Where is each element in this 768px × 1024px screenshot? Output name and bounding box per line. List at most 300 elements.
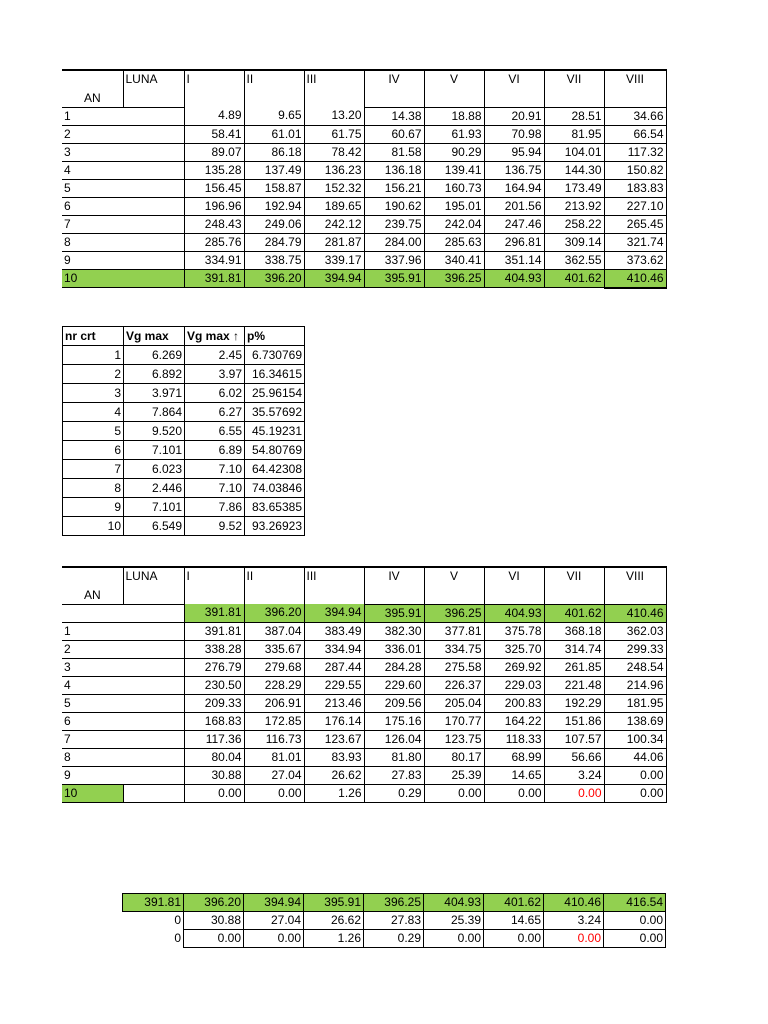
value-cell: 362.55 bbox=[544, 251, 604, 269]
value-cell: 284.28 bbox=[364, 658, 424, 676]
value-cell: 213.46 bbox=[304, 694, 364, 712]
blank-cell bbox=[123, 251, 184, 269]
data-row bbox=[123, 930, 666, 948]
value-cell: 86.18 bbox=[244, 143, 304, 161]
value-cell: 3 bbox=[63, 384, 124, 403]
value-cell: 314.74 bbox=[544, 640, 604, 658]
month-header: VIII bbox=[604, 70, 666, 107]
value-cell: 337.96 bbox=[364, 251, 424, 269]
value-cell: 0.00 bbox=[604, 912, 666, 930]
value-cell: 61.75 bbox=[304, 125, 364, 143]
an-header: AN bbox=[62, 70, 123, 107]
data-row bbox=[62, 622, 666, 640]
value-cell: 261.85 bbox=[544, 658, 604, 676]
value-cell: 81.95 bbox=[544, 125, 604, 143]
value-cell: 334.94 bbox=[304, 640, 364, 658]
value-cell: 80.17 bbox=[424, 748, 484, 766]
blank-cell bbox=[123, 712, 184, 730]
value-cell: 7.101 bbox=[124, 498, 185, 517]
value-cell: 382.30 bbox=[364, 622, 424, 640]
value-cell: 6.730769 bbox=[245, 346, 305, 365]
month-header: III bbox=[304, 70, 364, 107]
blank-cell bbox=[123, 215, 184, 233]
year-cell: 1 bbox=[62, 107, 123, 125]
value-cell: 54.80769 bbox=[245, 441, 305, 460]
value-cell: 265.45 bbox=[604, 215, 666, 233]
value-cell: 0.00 bbox=[604, 930, 666, 948]
data-row bbox=[62, 712, 666, 730]
value-cell: 396.25 bbox=[364, 894, 424, 912]
data-row bbox=[62, 640, 666, 658]
value-cell: 58.41 bbox=[184, 125, 244, 143]
value-cell: 104.01 bbox=[544, 143, 604, 161]
value-cell: 205.04 bbox=[424, 694, 484, 712]
value-cell: 248.54 bbox=[604, 658, 666, 676]
value-cell: 0.00 bbox=[184, 930, 244, 948]
data-row bbox=[63, 403, 305, 422]
value-cell: 287.44 bbox=[304, 658, 364, 676]
value-cell: 201.56 bbox=[484, 197, 544, 215]
value-cell: 30.88 bbox=[184, 912, 244, 930]
value-cell: 339.17 bbox=[304, 251, 364, 269]
blank-cell bbox=[123, 694, 184, 712]
value-cell: 377.81 bbox=[424, 622, 484, 640]
month-header: II bbox=[244, 567, 304, 604]
blank-cell bbox=[123, 604, 184, 622]
value-cell: 6 bbox=[63, 441, 124, 460]
value-cell: 123.75 bbox=[424, 730, 484, 748]
value-cell: 160.73 bbox=[424, 179, 484, 197]
total-row bbox=[62, 604, 666, 622]
value-cell: 66.54 bbox=[604, 125, 666, 143]
header-row bbox=[62, 70, 666, 107]
luna-header: LUNA bbox=[123, 70, 184, 107]
value-cell: 93.26923 bbox=[245, 517, 305, 536]
blank-cell bbox=[123, 730, 184, 748]
value-cell: 156.21 bbox=[364, 179, 424, 197]
data-row bbox=[62, 269, 666, 288]
value-cell: 189.65 bbox=[304, 197, 364, 215]
value-cell: 221.48 bbox=[544, 676, 604, 694]
value-cell: 200.83 bbox=[484, 694, 544, 712]
value-cell: 281.87 bbox=[304, 233, 364, 251]
value-cell: 6.269 bbox=[124, 346, 185, 365]
value-cell: 8 bbox=[63, 479, 124, 498]
header-row bbox=[62, 567, 666, 604]
value-cell: 0.00 bbox=[604, 784, 666, 802]
value-cell: 7.10 bbox=[185, 460, 245, 479]
value-cell: 284.79 bbox=[244, 233, 304, 251]
total-cell: 396.25 bbox=[424, 604, 484, 622]
value-cell: 2.446 bbox=[124, 479, 185, 498]
value-cell: 16.34615 bbox=[245, 365, 305, 384]
value-cell: 6.27 bbox=[185, 403, 245, 422]
value-cell: 309.14 bbox=[544, 233, 604, 251]
value-cell: 158.87 bbox=[244, 179, 304, 197]
total-cell: 410.46 bbox=[604, 604, 666, 622]
value-cell: 391.81 bbox=[184, 622, 244, 640]
data-row bbox=[62, 233, 666, 251]
value-cell: 195.01 bbox=[424, 197, 484, 215]
value-cell: 18.88 bbox=[424, 107, 484, 125]
value-cell: 83.93 bbox=[304, 748, 364, 766]
data-row bbox=[63, 479, 305, 498]
value-cell: 0.00 bbox=[544, 784, 604, 802]
column-header: Vg max ↑ bbox=[185, 327, 245, 346]
value-cell: 0 bbox=[123, 912, 184, 930]
value-cell: 229.03 bbox=[484, 676, 544, 694]
monthly-cumulative-table bbox=[62, 69, 667, 289]
value-cell: 30.88 bbox=[184, 766, 244, 784]
value-cell: 362.03 bbox=[604, 622, 666, 640]
year-cell: 9 bbox=[62, 766, 123, 784]
value-cell: 0.00 bbox=[244, 930, 304, 948]
value-cell: 0.00 bbox=[484, 784, 544, 802]
value-cell: 28.51 bbox=[544, 107, 604, 125]
value-cell: 78.42 bbox=[304, 143, 364, 161]
data-row bbox=[62, 658, 666, 676]
value-cell: 3.971 bbox=[124, 384, 185, 403]
value-cell: 64.42308 bbox=[245, 460, 305, 479]
value-cell: 25.96154 bbox=[245, 384, 305, 403]
month-header: I bbox=[184, 70, 244, 107]
month-header: IV bbox=[364, 70, 424, 107]
year-cell: 2 bbox=[62, 125, 123, 143]
value-cell: 196.96 bbox=[184, 197, 244, 215]
value-cell: 209.56 bbox=[364, 694, 424, 712]
value-cell: 1.26 bbox=[304, 784, 364, 802]
data-row bbox=[62, 125, 666, 143]
value-cell: 181.95 bbox=[604, 694, 666, 712]
data-row bbox=[63, 441, 305, 460]
value-cell: 14.38 bbox=[364, 107, 424, 125]
blank-cell bbox=[123, 766, 184, 784]
blank-cell bbox=[62, 604, 123, 622]
data-row bbox=[62, 748, 666, 766]
value-cell: 368.18 bbox=[544, 622, 604, 640]
value-cell: 396.20 bbox=[244, 269, 304, 288]
blank-cell bbox=[123, 269, 184, 288]
value-cell: 164.94 bbox=[484, 179, 544, 197]
value-cell: 151.86 bbox=[544, 712, 604, 730]
value-cell: 7.10 bbox=[185, 479, 245, 498]
value-cell: 0.29 bbox=[364, 930, 424, 948]
value-cell: 10 bbox=[63, 517, 124, 536]
data-row bbox=[63, 422, 305, 441]
blank-cell bbox=[123, 658, 184, 676]
blank-cell bbox=[123, 640, 184, 658]
blank-cell bbox=[123, 748, 184, 766]
header-row bbox=[63, 327, 305, 346]
value-cell: 56.66 bbox=[544, 748, 604, 766]
value-cell: 13.20 bbox=[304, 107, 364, 125]
total-cell: 404.93 bbox=[484, 604, 544, 622]
value-cell: 276.79 bbox=[184, 658, 244, 676]
value-cell: 44.06 bbox=[604, 748, 666, 766]
value-cell: 0.00 bbox=[484, 930, 544, 948]
data-row bbox=[62, 766, 666, 784]
value-cell: 410.46 bbox=[544, 894, 604, 912]
value-cell: 209.33 bbox=[184, 694, 244, 712]
value-cell: 394.94 bbox=[304, 269, 364, 288]
blank-cell bbox=[123, 676, 184, 694]
value-cell: 335.67 bbox=[244, 640, 304, 658]
value-cell: 7.864 bbox=[124, 403, 185, 422]
value-cell: 351.14 bbox=[484, 251, 544, 269]
year-cell: 4 bbox=[62, 676, 123, 694]
value-cell: 190.62 bbox=[364, 197, 424, 215]
year-cell: 4 bbox=[62, 161, 123, 179]
value-cell: 176.14 bbox=[304, 712, 364, 730]
value-cell: 395.91 bbox=[364, 269, 424, 288]
value-cell: 269.92 bbox=[484, 658, 544, 676]
value-cell: 3.24 bbox=[544, 766, 604, 784]
value-cell: 4 bbox=[63, 403, 124, 422]
value-cell: 5 bbox=[63, 422, 124, 441]
total-cell: 396.20 bbox=[244, 604, 304, 622]
column-header: nr crt bbox=[63, 327, 124, 346]
value-cell: 14.65 bbox=[484, 766, 544, 784]
value-cell: 74.03846 bbox=[245, 479, 305, 498]
value-cell: 401.62 bbox=[484, 894, 544, 912]
year-cell: 1 bbox=[62, 622, 123, 640]
value-cell: 172.85 bbox=[244, 712, 304, 730]
value-cell: 9.520 bbox=[124, 422, 185, 441]
value-cell: 1 bbox=[63, 346, 124, 365]
value-cell: 61.01 bbox=[244, 125, 304, 143]
blank-cell bbox=[123, 107, 184, 125]
value-cell: 279.68 bbox=[244, 658, 304, 676]
value-cell: 20.91 bbox=[484, 107, 544, 125]
value-cell: 123.67 bbox=[304, 730, 364, 748]
month-header: III bbox=[304, 567, 364, 604]
value-cell: 226.37 bbox=[424, 676, 484, 694]
value-cell: 0.00 bbox=[244, 784, 304, 802]
value-cell: 27.83 bbox=[364, 912, 424, 930]
data-row bbox=[62, 197, 666, 215]
value-cell: 325.70 bbox=[484, 640, 544, 658]
value-cell: 387.04 bbox=[244, 622, 304, 640]
value-cell: 4.89 bbox=[184, 107, 244, 125]
data-row bbox=[63, 460, 305, 479]
year-cell: 10 bbox=[62, 269, 123, 288]
value-cell: 81.58 bbox=[364, 143, 424, 161]
value-cell: 45.19231 bbox=[245, 422, 305, 441]
value-cell: 9.65 bbox=[244, 107, 304, 125]
value-cell: 26.62 bbox=[304, 766, 364, 784]
value-cell: 416.54 bbox=[604, 894, 666, 912]
value-cell: 285.63 bbox=[424, 233, 484, 251]
value-cell: 1.26 bbox=[304, 930, 364, 948]
month-header: V bbox=[424, 70, 484, 107]
value-cell: 9 bbox=[63, 498, 124, 517]
value-cell: 83.65385 bbox=[245, 498, 305, 517]
value-cell: 248.43 bbox=[184, 215, 244, 233]
value-cell: 242.04 bbox=[424, 215, 484, 233]
value-cell: 401.62 bbox=[544, 269, 604, 288]
blank-cell bbox=[123, 784, 184, 802]
value-cell: 183.83 bbox=[604, 179, 666, 197]
value-cell: 375.78 bbox=[484, 622, 544, 640]
value-cell: 150.82 bbox=[604, 161, 666, 179]
value-cell: 2 bbox=[63, 365, 124, 384]
value-cell: 60.67 bbox=[364, 125, 424, 143]
year-cell: 9 bbox=[62, 251, 123, 269]
value-cell: 27.04 bbox=[244, 912, 304, 930]
value-cell: 230.50 bbox=[184, 676, 244, 694]
data-row bbox=[62, 161, 666, 179]
value-cell: 26.62 bbox=[304, 912, 364, 930]
data-row bbox=[123, 912, 666, 930]
value-cell: 136.18 bbox=[364, 161, 424, 179]
value-cell: 164.22 bbox=[484, 712, 544, 730]
value-cell: 285.76 bbox=[184, 233, 244, 251]
data-row bbox=[62, 730, 666, 748]
an-header: AN bbox=[62, 567, 123, 604]
value-cell: 136.75 bbox=[484, 161, 544, 179]
vg-max-table bbox=[62, 326, 305, 536]
value-cell: 0 bbox=[123, 930, 184, 948]
value-cell: 6.549 bbox=[124, 517, 185, 536]
value-cell: 242.12 bbox=[304, 215, 364, 233]
value-cell: 206.91 bbox=[244, 694, 304, 712]
value-cell: 95.94 bbox=[484, 143, 544, 161]
data-row bbox=[62, 694, 666, 712]
data-row bbox=[62, 676, 666, 694]
blank-cell bbox=[123, 161, 184, 179]
value-cell: 192.94 bbox=[244, 197, 304, 215]
total-cell: 401.62 bbox=[544, 604, 604, 622]
data-row bbox=[63, 384, 305, 403]
value-cell: 192.29 bbox=[544, 694, 604, 712]
value-cell: 0.00 bbox=[424, 930, 484, 948]
value-cell: 214.96 bbox=[604, 676, 666, 694]
value-cell: 138.69 bbox=[604, 712, 666, 730]
value-cell: 296.81 bbox=[484, 233, 544, 251]
month-header: VI bbox=[484, 567, 544, 604]
month-header: VI bbox=[484, 70, 544, 107]
value-cell: 396.20 bbox=[184, 894, 244, 912]
year-cell: 2 bbox=[62, 640, 123, 658]
monthly-remaining-table bbox=[62, 566, 667, 803]
month-header: I bbox=[184, 567, 244, 604]
value-cell: 6.89 bbox=[185, 441, 245, 460]
value-cell: 100.34 bbox=[604, 730, 666, 748]
data-row bbox=[62, 107, 666, 125]
month-header: II bbox=[244, 70, 304, 107]
value-cell: 81.80 bbox=[364, 748, 424, 766]
data-row bbox=[63, 517, 305, 536]
value-cell: 391.81 bbox=[184, 269, 244, 288]
value-cell: 0.29 bbox=[364, 784, 424, 802]
column-header: Vg max bbox=[124, 327, 185, 346]
value-cell: 139.41 bbox=[424, 161, 484, 179]
value-cell: 9.52 bbox=[185, 517, 245, 536]
total-cell: 394.94 bbox=[304, 604, 364, 622]
value-cell: 137.49 bbox=[244, 161, 304, 179]
value-cell: 228.29 bbox=[244, 676, 304, 694]
value-cell: 116.73 bbox=[244, 730, 304, 748]
value-cell: 394.94 bbox=[244, 894, 304, 912]
value-cell: 7 bbox=[63, 460, 124, 479]
value-cell: 6.55 bbox=[185, 422, 245, 441]
year-cell: 8 bbox=[62, 233, 123, 251]
value-cell: 299.33 bbox=[604, 640, 666, 658]
value-cell: 156.45 bbox=[184, 179, 244, 197]
value-cell: 404.93 bbox=[484, 269, 544, 288]
value-cell: 395.91 bbox=[304, 894, 364, 912]
value-cell: 118.33 bbox=[484, 730, 544, 748]
value-cell: 0.00 bbox=[184, 784, 244, 802]
value-cell: 334.75 bbox=[424, 640, 484, 658]
value-cell: 213.92 bbox=[544, 197, 604, 215]
value-cell: 14.65 bbox=[484, 912, 544, 930]
blank-cell bbox=[123, 179, 184, 197]
value-cell: 239.75 bbox=[364, 215, 424, 233]
year-cell: 6 bbox=[62, 712, 123, 730]
value-cell: 229.55 bbox=[304, 676, 364, 694]
data-row bbox=[63, 365, 305, 384]
value-cell: 152.32 bbox=[304, 179, 364, 197]
value-cell: 25.39 bbox=[424, 766, 484, 784]
data-row bbox=[62, 784, 666, 802]
value-cell: 135.28 bbox=[184, 161, 244, 179]
value-cell: 0.00 bbox=[424, 784, 484, 802]
value-cell: 89.07 bbox=[184, 143, 244, 161]
value-cell: 249.06 bbox=[244, 215, 304, 233]
data-row bbox=[62, 215, 666, 233]
value-cell: 284.00 bbox=[364, 233, 424, 251]
value-cell: 168.83 bbox=[184, 712, 244, 730]
blank-cell bbox=[123, 143, 184, 161]
value-cell: 117.36 bbox=[184, 730, 244, 748]
value-cell: 3.24 bbox=[544, 912, 604, 930]
blank-cell bbox=[123, 197, 184, 215]
value-cell: 229.60 bbox=[364, 676, 424, 694]
value-cell: 373.62 bbox=[604, 251, 666, 269]
value-cell: 404.93 bbox=[424, 894, 484, 912]
total-cell: 395.91 bbox=[364, 604, 424, 622]
value-cell: 27.04 bbox=[244, 766, 304, 784]
month-header: V bbox=[424, 567, 484, 604]
value-cell: 144.30 bbox=[544, 161, 604, 179]
value-cell: 175.16 bbox=[364, 712, 424, 730]
value-cell: 68.99 bbox=[484, 748, 544, 766]
value-cell: 258.22 bbox=[544, 215, 604, 233]
value-cell: 35.57692 bbox=[245, 403, 305, 422]
value-cell: 173.49 bbox=[544, 179, 604, 197]
value-cell: 80.04 bbox=[184, 748, 244, 766]
value-cell: 391.81 bbox=[123, 894, 184, 912]
value-cell: 334.91 bbox=[184, 251, 244, 269]
value-cell: 275.58 bbox=[424, 658, 484, 676]
value-cell: 117.32 bbox=[604, 143, 666, 161]
value-cell: 3.97 bbox=[185, 365, 245, 384]
value-cell: 247.46 bbox=[484, 215, 544, 233]
value-cell: 126.04 bbox=[364, 730, 424, 748]
month-header: VII bbox=[544, 70, 604, 107]
month-header: VIII bbox=[604, 567, 666, 604]
value-cell: 7.101 bbox=[124, 441, 185, 460]
data-row bbox=[62, 179, 666, 197]
blank-cell bbox=[123, 622, 184, 640]
data-row bbox=[123, 894, 666, 912]
value-cell: 6.02 bbox=[185, 384, 245, 403]
summary-table bbox=[122, 893, 666, 948]
value-cell: 34.66 bbox=[604, 107, 666, 125]
year-cell: 8 bbox=[62, 748, 123, 766]
blank-cell bbox=[123, 125, 184, 143]
